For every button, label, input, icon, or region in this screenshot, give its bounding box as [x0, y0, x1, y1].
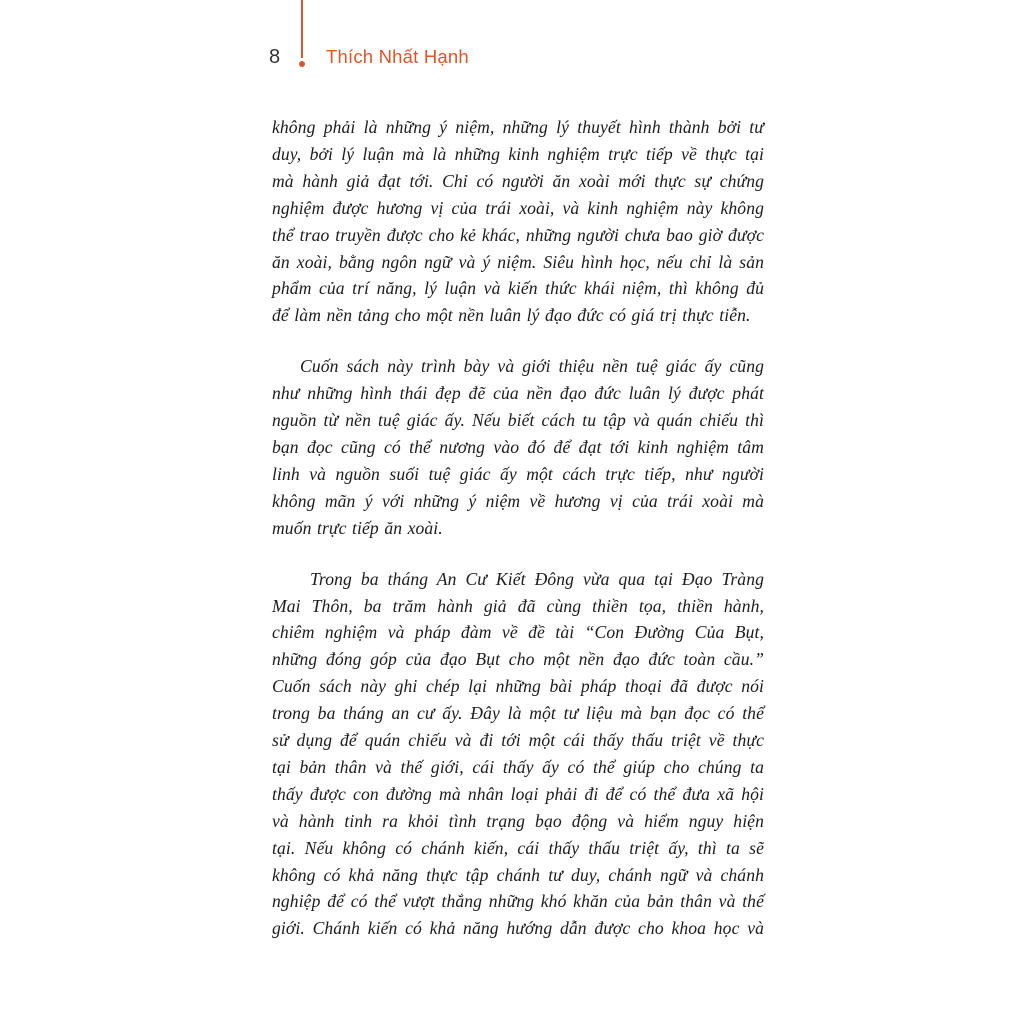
text-line: bạn đọc cũng có thể nương vào đó để đạt tới kinh nghiệm tâm — [272, 436, 764, 457]
text-line: muốn trực tiếp ăn xoài. — [272, 517, 443, 538]
text-line: không có khả năng thực tập chánh tư duy, chánh ngữ và chánh — [272, 864, 764, 885]
text-line: như những hình thái đẹp đẽ của nền đạo đức luân lý được phát — [272, 383, 764, 404]
text-line: thể trao truyền được cho kẻ khác, những người chưa bao giờ được — [272, 224, 764, 245]
text-line: sử dụng để quán chiếu và đi tới một cái thấy thấu triệt về thực — [272, 730, 764, 751]
header-rule-dot — [299, 61, 305, 67]
text-line: nghiệp để có thể vượt thắng những khó khăn của bản thân và thế — [272, 891, 764, 912]
text-line: không mãn ý với những ý niệm về hương vị của trái xoài mà — [272, 490, 764, 511]
running-header — [262, 0, 762, 90]
paragraph-2 — [272, 353, 764, 541]
text-line: phẩm của trí năng, lý luận và kiến thức khái niệm, thì không đủ — [272, 278, 764, 299]
text-line: những đóng góp của đạo Bụt cho một nền đạo đức toàn cầu.” — [272, 649, 764, 670]
header-rule — [301, 0, 303, 58]
text-line: tại. Nếu không có chánh kiến, cái thấy thấu triệt ấy, thì ta sẽ — [272, 837, 764, 858]
text-line: Mai Thôn, ba trăm hành giả đã cùng thiền tọa, thiền hành, — [272, 595, 764, 616]
text-line: không phải là những ý niệm, những lý thuyết hình thành bởi tư — [272, 117, 764, 137]
text-line: giới. Chánh kiến có khả năng hướng dẫn được cho khoa học và — [272, 918, 764, 939]
author-name: Thích Nhất Hạnh — [326, 46, 469, 67]
text-line: trong ba tháng an cư ấy. Đây là một tư liệu mà bạn đọc có thể — [272, 703, 764, 724]
body-text — [272, 114, 764, 942]
text-line: chiêm nghiệm và pháp đàm về đề tài “Con Đường Của Bụt, — [272, 622, 764, 643]
text-line: thấy được con đường mà nhân loại phải đi để có thể đưa xã hội — [272, 783, 764, 804]
text-line: mà hành giả đạt tới. Chỉ có người ăn xoài mới thực sự chứng — [272, 170, 764, 191]
text-line: tại bản thân và thế giới, cái thấy ấy có thể giúp cho chúng ta — [272, 756, 764, 777]
text-line: duy, bởi lý luận mà là những kinh nghiệm trực tiếp về thực tại — [272, 143, 764, 164]
text-line: và hành tinh ra khỏi tình trạng bạo động và hiểm nguy hiện — [272, 810, 764, 831]
text-line: nghiệm được hương vị của trái xoài, và kinh nghiệm này không — [272, 197, 764, 218]
paragraph-3 — [272, 566, 764, 943]
text-line: nguồn từ nền tuệ giác ấy. Nếu biết cách tu tập và quán chiếu thì — [272, 410, 764, 431]
text-line: Cuốn sách này ghi chép lại những bài pháp thoại đã được nói — [272, 676, 764, 697]
text-line: linh và nguồn suối tuệ giác ấy một cách trực tiếp, như người — [272, 463, 764, 484]
text-line: để làm nền tảng cho một nền luân lý đạo đức có giá trị thực tiễn. — [272, 305, 751, 326]
page-number: 8 — [269, 46, 281, 68]
paragraph-1 — [272, 114, 764, 329]
text-line: Trong ba tháng An Cư Kiết Đông vừa qua tại Đạo Tràng — [310, 568, 764, 589]
text-line: Cuốn sách này trình bày và giới thiệu nền tuệ giác ấy cũng — [300, 356, 764, 377]
text-line: ăn xoài, bằng ngôn ngữ và ý niệm. Siêu hình học, nếu chỉ là sản — [272, 251, 764, 272]
